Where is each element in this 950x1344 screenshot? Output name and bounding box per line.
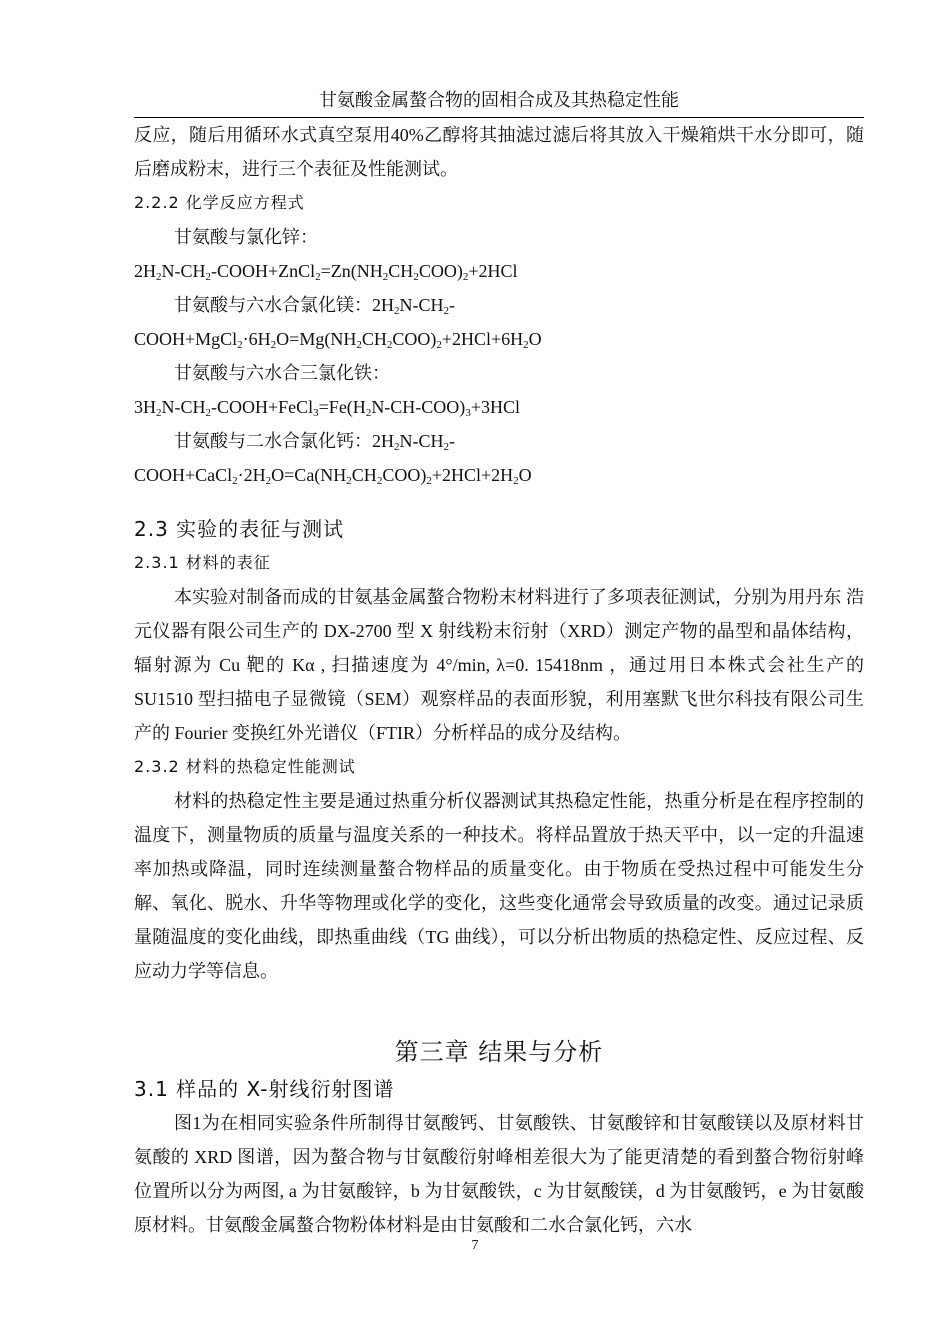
paragraph-2-3-1: 本实验对制备而成的甘氨基金属螯合物粉末材料进行了多项表征测试，分别为用丹东 浩元仪器有限公司生产的 DX-2700 型 X 射线粉末衍射（XRD）测定产物的晶型和晶体结构，辐射源为 Cu 靶的 Kα , 扫描速度为 4°/min, λ=0. 15418nm ，通过用日本株式会社生产的 SU1510 型扫描电子显微镜（SEM）观察样品的表面形貌，利用塞默飞世尔科技有限公司生产的 Fourier 变换红外光谱仪（FTIR）分析样品的成分及结构。 [134, 587, 864, 743]
section-2-2-2-heading: 2.2.2 化学反应方程式 [134, 193, 305, 212]
section-2-3-heading: 2.3 实验的表征与测试 [134, 517, 345, 541]
paragraph-2-3-2: 材料的热稳定性主要是通过热重分析仪器测试其热稳定性能，热重分析是在程序控制的温度下，测量物质的质量与温度关系的一种技术。将样品置放于热天平中，以一定的升温速率加热或降温，同时连续测量螯合物样品的质量变化。由于物质在受热过程中可能发生分解、氧化、脱水、升华等物理或化学的变化，这些变化通常会导致质量的改变。通过记录质量随温度的变化曲线，即热重曲线（TG 曲线），可以分析出物质的热稳定性、反应过程、反应动力学等信息。 [134, 791, 864, 981]
intro-paragraph: 反应，随后用循环水式真空泵用40%乙醇将其抽滤过滤后将其放入干燥箱烘干水分即可，随后磨成粉末，进行三个表征及性能测试。 [134, 125, 864, 179]
running-header: 甘氨酸金属螯合物的固相合成及其热稳定性能 [134, 88, 864, 118]
paragraph-3-1: 图1为在相同实验条件所制得甘氨酸钙、甘氨酸铁、甘氨酸锌和甘氨酸镁以及原材料甘氨酸的 XRD 图谱，因为螯合物与甘氨酸衍射峰相差很大为了能更清楚的看到螯合物衍射峰位置所以分为两图, a 为甘氨酸锌，b 为甘氨酸铁，c 为甘氨酸镁，d 为甘氨酸钙，e 为甘氨酸原材料。甘氨酸金属螯合物粉体材料是由甘氨酸和二水合氯化钙，六水 [134, 1113, 864, 1235]
reaction-2-equation: $COOH+MgCl_2\cdot 6H_2O=Mg(NH_2CH_2COO)_2+2HCl+6H_2O$ [134, 329, 542, 351]
reaction-1-equation: $2H_2N-CH_2-COOH+ZnCl_2=Zn(NH_2CH_2COO)_2+2HCl$ [134, 261, 518, 283]
section-3-1-heading: 3.1 样品的 X-射线衍射图谱 [134, 1077, 395, 1101]
page-number: 7 [471, 1238, 479, 1253]
reaction-4-label: 甘氨酸与二水合氯化钙：$2H_2N-CH_2-$ [174, 431, 455, 453]
reaction-2-label: 甘氨酸与六水合氯化镁：$2H_2N-CH_2-$ [174, 295, 455, 317]
section-2-3-1-heading: 2.3.1 材料的表征 [134, 553, 271, 572]
page-content [134, 118, 864, 1242]
chapter-title: 第三章 结果与分析 [394, 1038, 604, 1066]
reaction-4-equation: $COOH+CaCl_2\cdot 2H_2O=Ca(NH_2CH_2COO)_2+2HCl+2H_2O$ [134, 465, 532, 487]
reaction-3-equation: $3H_2N-CH_2-COOH+FeCl_3=Fe(H_2N-CH-COO)_3+3HCl$ [134, 397, 520, 419]
reaction-1-label: 甘氨酸与氯化锌： [174, 227, 318, 247]
reaction-3-label: 甘氨酸与六水合三氯化铁： [174, 363, 390, 383]
section-2-3-2-heading: 2.3.2 材料的热稳定性能测试 [134, 757, 356, 776]
